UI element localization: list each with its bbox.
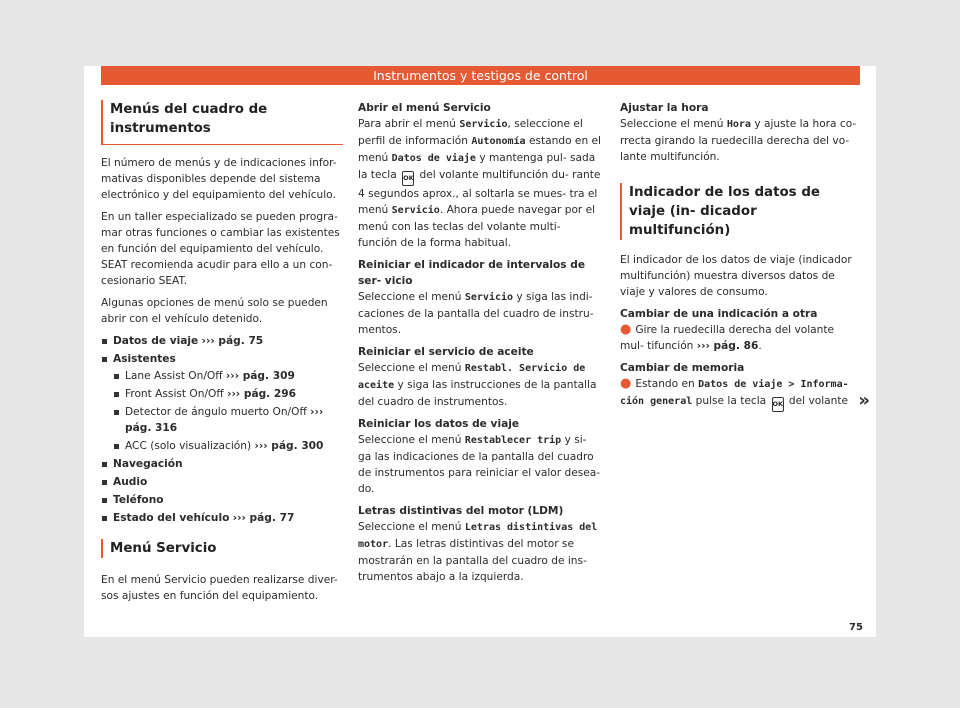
subheading: Abrir el menú Servicio	[358, 102, 491, 114]
page-link[interactable]: ››› pág. 296	[227, 388, 297, 400]
menu-list	[101, 333, 343, 526]
bullet-icon: ●	[620, 376, 632, 391]
subheading: Reiniciar el indicador de intervalos de ser- vicio	[358, 259, 586, 287]
page-header: Instrumentos y testigos de control	[101, 66, 860, 85]
list-item: Audio	[101, 474, 343, 490]
paragraph: El indicador de los datos de viaje (indicador multifunción) muestra diversos datos de viaje y valores de consumo.	[620, 254, 852, 298]
column-3	[620, 100, 870, 418]
page-link[interactable]: ››› pág. 77	[232, 512, 295, 524]
paragraph: En un taller especializado se pueden progra- mar otras funciones o cambiar las existentes en función del equipamiento del vehículo. SEAT recomienda acudir para ello a un con- cesionario SEAT.	[101, 211, 340, 287]
paragraph: ● Estando en Datos de viaje > Informa- ción general pulse la tecla OK del volante »	[620, 376, 870, 411]
subheading: Reiniciar los datos de viaje	[358, 418, 520, 430]
list-item: Front Assist On/Off ››› pág. 296	[113, 386, 343, 402]
page-link[interactable]: ››› pág. 86	[696, 340, 759, 352]
paragraph: Seleccione el menú Letras distintivas del motor. Las letras distintivas del motor se mostrarán en la pantalla del cuadro de ins- trumentos abajo a la izquierda.	[358, 521, 598, 583]
subheading: Reiniciar el servicio de aceite	[358, 346, 534, 358]
continue-icon: »	[858, 390, 870, 411]
section-title-menus: Menús del cuadro de instrumentos	[101, 100, 343, 145]
list-item: Detector de ángulo muerto On/Off ››› pág. 316	[113, 404, 343, 436]
paragraph: Seleccione el menú Hora y ajuste la hora co- rrecta girando la ruedecilla derecha del vo- lante multifunción.	[620, 118, 857, 163]
section-title-servicio: Menú Servicio	[101, 539, 343, 558]
paragraph: Para abrir el menú Servicio, seleccione el perfil de información Autonomía estando en el menú Datos de viaje y mantenga pul- sada la tecla OK del volante multifunción du- rante 4 segundos aprox., al soltarla se mues- tra el menú Servicio. Ahora puede navegar por el menú con las teclas del volante multi- función de la forma habitual.	[358, 118, 601, 249]
page-link[interactable]: ››› pág. 75	[201, 335, 264, 347]
bullet-icon: ●	[620, 322, 632, 337]
paragraph: Seleccione el menú Servicio y siga las indi- caciones de la pantalla del cuadro de instru- mentos.	[358, 291, 594, 336]
list-item: Teléfono	[101, 492, 343, 508]
column-2	[358, 100, 602, 591]
column-1	[101, 100, 343, 610]
subheading: Cambiar de memoria	[620, 362, 745, 374]
sub-list	[113, 368, 343, 454]
section-title-trip-data: Indicador de los datos de viaje (in- dicador multifunción)	[620, 183, 860, 240]
list-item: Estado del vehículo ››› pág. 77	[101, 510, 343, 526]
page-number: 75	[849, 622, 863, 633]
list-item: Datos de viaje ››› pág. 75	[101, 333, 343, 349]
paragraph: Seleccione el menú Restabl. Servicio de aceite y siga las instrucciones de la pantalla del cuadro de instrumentos.	[358, 362, 597, 408]
list-item: Asistentes Lane Assist On/Off ››› pág. 309 Front Assist On/Off ››› pág. 296 Detector de ángulo muerto On/Off ››› pág. 316 ACC (solo visualización) ››› pág. 300	[101, 351, 343, 454]
page-link[interactable]: ››› pág. 316	[125, 406, 324, 434]
paragraph: Seleccione el menú Restablecer trip y si- ga las indicaciones de la pantalla del cuadro de instrumentos para reiniciar el valor desea- do.	[358, 434, 601, 495]
paragraph: En el menú Servicio pueden realizarse diver- sos ajustes en función del equipamiento.	[101, 574, 338, 602]
ok-key-icon: OK	[402, 171, 414, 186]
page-link[interactable]: ››› pág. 300	[254, 440, 324, 452]
paragraph: El número de menús y de indicaciones infor- mativas disponibles depende del sistema electrónico y del equipamiento del vehículo.	[101, 157, 337, 201]
list-item: ACC (solo visualización) ››› pág. 300	[113, 438, 343, 454]
paragraph: ● Gire la ruedecilla derecha del volante mul- tifunción ››› pág. 86.	[620, 322, 835, 352]
subheading: Ajustar la hora	[620, 102, 709, 114]
subheading: Letras distintivas del motor (LDM)	[358, 505, 564, 517]
list-item: Lane Assist On/Off ››› pág. 309	[113, 368, 343, 384]
list-item: Navegación	[101, 456, 343, 472]
subheading: Cambiar de una indicación a otra	[620, 308, 818, 320]
page-link[interactable]: ››› pág. 309	[225, 370, 295, 382]
ok-key-icon: OK	[772, 397, 784, 412]
paragraph: Algunas opciones de menú solo se pueden abrir con el vehículo detenido.	[101, 297, 328, 325]
